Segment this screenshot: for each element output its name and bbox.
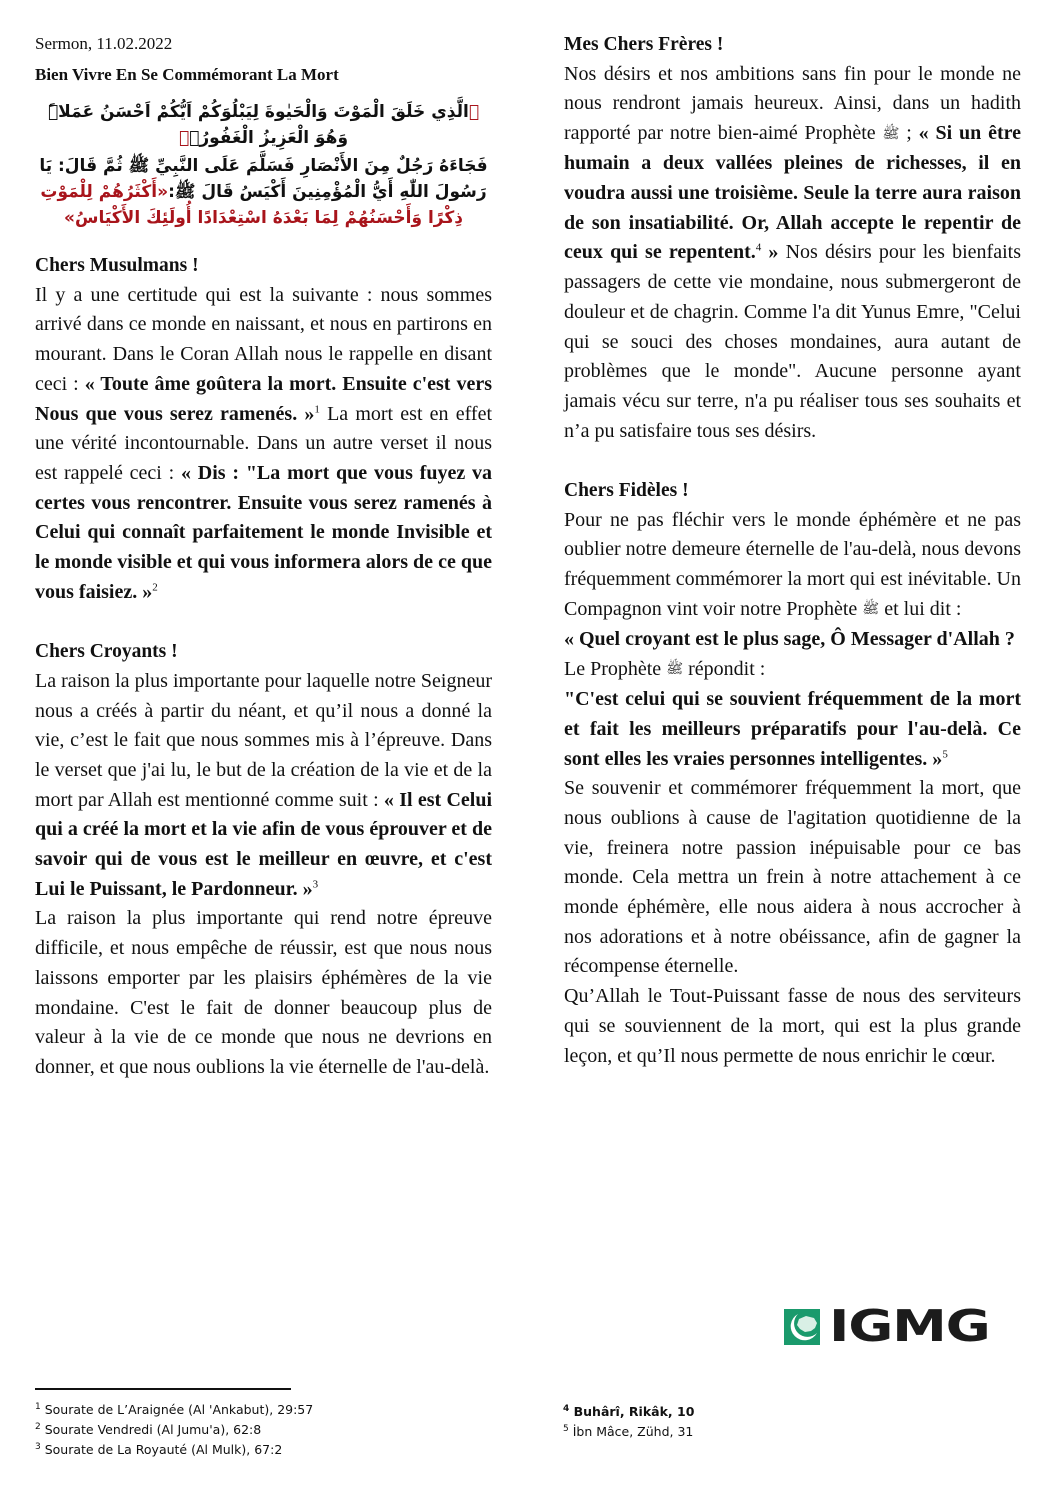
paragraph: Se souvenir et commémorer fréquemment la mort, que nous oublions à cause de l'agitation quotidienne de la vie, freinera notre passion inépuisable pour ce bas monde. Cela mettra un frein à notre attachement à ce monde éphémère, elle nous aidera à nous accrocher à nos adorations et à notre obéissance, afin de gagner la récompense éternelle. — [564, 777, 1021, 978]
page-title: Bien Vivre En Se Commémorant La Mort — [35, 65, 339, 84]
ornate-bracket-close: ﴾ — [178, 128, 190, 148]
sermon-date: Sermon, 11.02.2022 — [35, 34, 173, 53]
paragraph — [564, 625, 1021, 655]
honorific-icon: ﷺ — [862, 602, 880, 618]
paragraph: Nos désirs et nos ambitions sans fin pour le monde ne nous rendront jamais heureux. Ainsi, dans un hadith rapporté par notre bien-aimé Prophète ﷺ ; « Si un être humain a deux vallées pleines de richesses, il en voudra aussi une troisième. Seule la terre aura raison de son insatiabilité. Or, Allah accepte le repentir de ceux qui se repentent.$^4$ » Nos désirs pour les bienfaits passagers de cette vie mondaine, nous submergeront de douleur et de chagrin. Comme l'a dit Yunus Emre, "Celui qui se souci des choses mondaines, aura autant de problèmes que le monde". Aucune personne ayant jamais vécu sur terre, n'a pu réaliser tous ses souhaits et n’a pu satisfaire tous ses désirs. — [564, 62, 1021, 442]
paragraph: Qu’Allah le Tout-Puissant fasse de nous des serviteurs qui se souviennent de la mort, qui est la plus grande leçon, et qu’Il nous permette de nous enrichir le cœur. — [564, 985, 1021, 1067]
honorific-icon: ﷺ — [666, 662, 684, 678]
footnotes-right — [563, 1402, 694, 1442]
paragraph — [564, 685, 1021, 774]
hadith-quote: « Si un être humain a deux vallées pleines de richesses, il en voudra aussi une troisième. Seule la terre aura raison de son insatiabilité. Or, Allah accepte le repentir de ceux qui se repentent. — [564, 122, 1021, 264]
footnote-ref[interactable]: 4 — [755, 241, 762, 254]
ornate-bracket-open: ﴿ — [468, 102, 480, 122]
logo-text: IGMG — [829, 1301, 990, 1352]
footnote-ref[interactable]: 1 — [314, 402, 320, 415]
footnote-item: $^3$ Sourate de La Royauté (Al Mulk), 67:2 — [35, 1441, 283, 1457]
section-heading-croyants: Chers Croyants ! — [35, 641, 178, 663]
footnotes-left — [35, 1400, 313, 1460]
paragraph: La raison la plus importante qui rend notre épreuve difficile, et nous empêche de réussir, est que nous nous laissons emporter par les plaisirs éphémères de la vie mondaine. C'est le fait de donner beaucoup plus de valeur à la vie de ce monde que nous ne devrions en donner, et que nous oublions la vie éternelle de l'au-delà. — [35, 907, 492, 1078]
footnote-item: $^1$ Sourate de L’Araignée (Al 'Ankabut), 29:57 — [35, 1401, 314, 1417]
paragraph: Il y a une certitude qui est la suivante : nous sommes arrivé dans ce monde en naissant, et nous en partirons en mourant. Dans le Coran Allah nous le rappelle en disant ceci : « Toute âme goûtera la mort. Ensuite c'est vers Nous que vous serez ramenés. »$^1$ La mort est en effet une vérité incontournable. Dans un autre verset il nous est rappelé ceci : « Dis : "La mort que vous fuyez va certes vous rencontrer. Ensuite vous serez ramenés à Celui qui connaît parfaitement le monde Invisible et le monde visible et qui vous informera alors de ce que vous faisiez. »$^2$ — [35, 283, 493, 603]
right-column — [564, 30, 1021, 1071]
arabic-hadith-quote: «أَكْثَرُهُمْ لِلْمَوْتِ ذِكْرًا وَأَحْسَنُهُمْ لِمَا بَعْدَهُ اسْتِعْدَادًا أُولَئِكَ الأَكْيَاسُ» — [40, 182, 463, 228]
hadith-answer: "C'est celui qui se souvient fréquemment de la mort et fait les meilleurs préparatifs pour l'au-delà. Ce sont elles les vraies personnes intelligentes. » — [564, 688, 1021, 770]
footnote-item: $^5$ İbn Mâce, Zühd, 31 — [563, 1423, 694, 1439]
footnote-item: $^2$ Sourate Vendredi (Al Jumu'a), 62:8 — [35, 1421, 262, 1437]
quran-quote: « Toute âme goûtera la mort. Ensuite c'est vers Nous que vous serez ramenés. » — [35, 372, 492, 425]
footnote-item: $^4$ Buhârî, Rikâk, 10 — [563, 1403, 695, 1419]
crescent-globe-icon — [784, 1309, 820, 1345]
arabic-hadith: فَجَاءَهُ رَجُلٌ مِنَ الأَنْصَارِ فَسَلَّمَ عَلَى النَّبِيِّ ﷺ ثُمَّ قَالَ: يَا رَسُولَ اللّٰهِ أَيُّ الْمُؤْمِنِينَ أَكْيَسُ قَالَ ﷺ:«أَكْثَرُهُمْ لِلْمَوْتِ ذِكْرًا وَأَحْسَنُهُمْ لِمَا بَعْدَهُ اسْتِعْدَادًا أُولَئِكَ الأَكْيَاسُ» — [39, 156, 488, 228]
paragraph: Pour ne pas fléchir vers le monde éphémère et ne pas oublier notre demeure éternelle de l'au-delà, nous devons fréquemment commémorer la mort qui est inévitable. Un Compagnon vint voir notre Prophète ﷺ et lui dit : — [564, 506, 1021, 625]
honorific-icon: ﷺ — [882, 126, 900, 142]
hadith-question: « Quel croyant est le plus sage, Ô Messager d'Allah ? — [564, 628, 1015, 651]
arabic-verse: ﴿الَّذِي خَلَقَ الْمَوْتَ وَالْحَيٰوةَ لِيَبْلُوَكُمْ اَيُّكُمْ اَحْسَنُ عَمَلاًۜ وَهُوَ الْعَزِيزُ الْغَفُورُۙ﴾ — [47, 102, 480, 148]
arabic-passage — [35, 99, 492, 231]
left-column — [35, 30, 492, 1083]
section-heading-musulmans: Chers Musulmans ! — [35, 255, 199, 276]
footnote-ref[interactable]: 3 — [312, 878, 319, 891]
quran-quote: « Il est Celui qui a créé la mort et la vie afin de vous éprouver et de savoir qui de vous est le meilleur en œuvre, et c'est Lui le Puissant, le Pardonneur. » — [35, 788, 493, 900]
footnote-ref[interactable]: 5 — [942, 747, 948, 760]
section-heading-freres: Mes Chers Frères ! — [564, 34, 724, 55]
paragraph: La raison la plus importante pour laquelle notre Seigneur nous a créés à partir du néant, et qu’il nous a donné la vie, c’est le fait que nous sommes mis à l’épreuve. Dans le verset que j'ai lu, le but de la création de la vie et de la mort par Allah est mentionné comme suit : « Il est Celui qui a créé la mort et la vie afin de vous éprouver et de savoir qui de vous est le meilleur en œuvre, et c'est Lui le Puissant, le Pardonneur. »$^3$ — [35, 669, 493, 900]
igmg-logo — [784, 1301, 990, 1352]
footnote-ref[interactable]: 2 — [152, 581, 158, 594]
paragraph: Le Prophète ﷺ répondit : — [564, 655, 1021, 685]
footnote-divider — [35, 1388, 291, 1390]
section-heading-fideles: Chers Fidèles ! — [564, 480, 689, 502]
quran-quote: « Dis : "La mort que vous fuyez va certes vous rencontrer. Ensuite vous serez ramenés à Celui qui connaît parfaitement le monde Invisible et le monde visible et qui vous informera alors de ce que vous faisiez. » — [35, 461, 493, 603]
